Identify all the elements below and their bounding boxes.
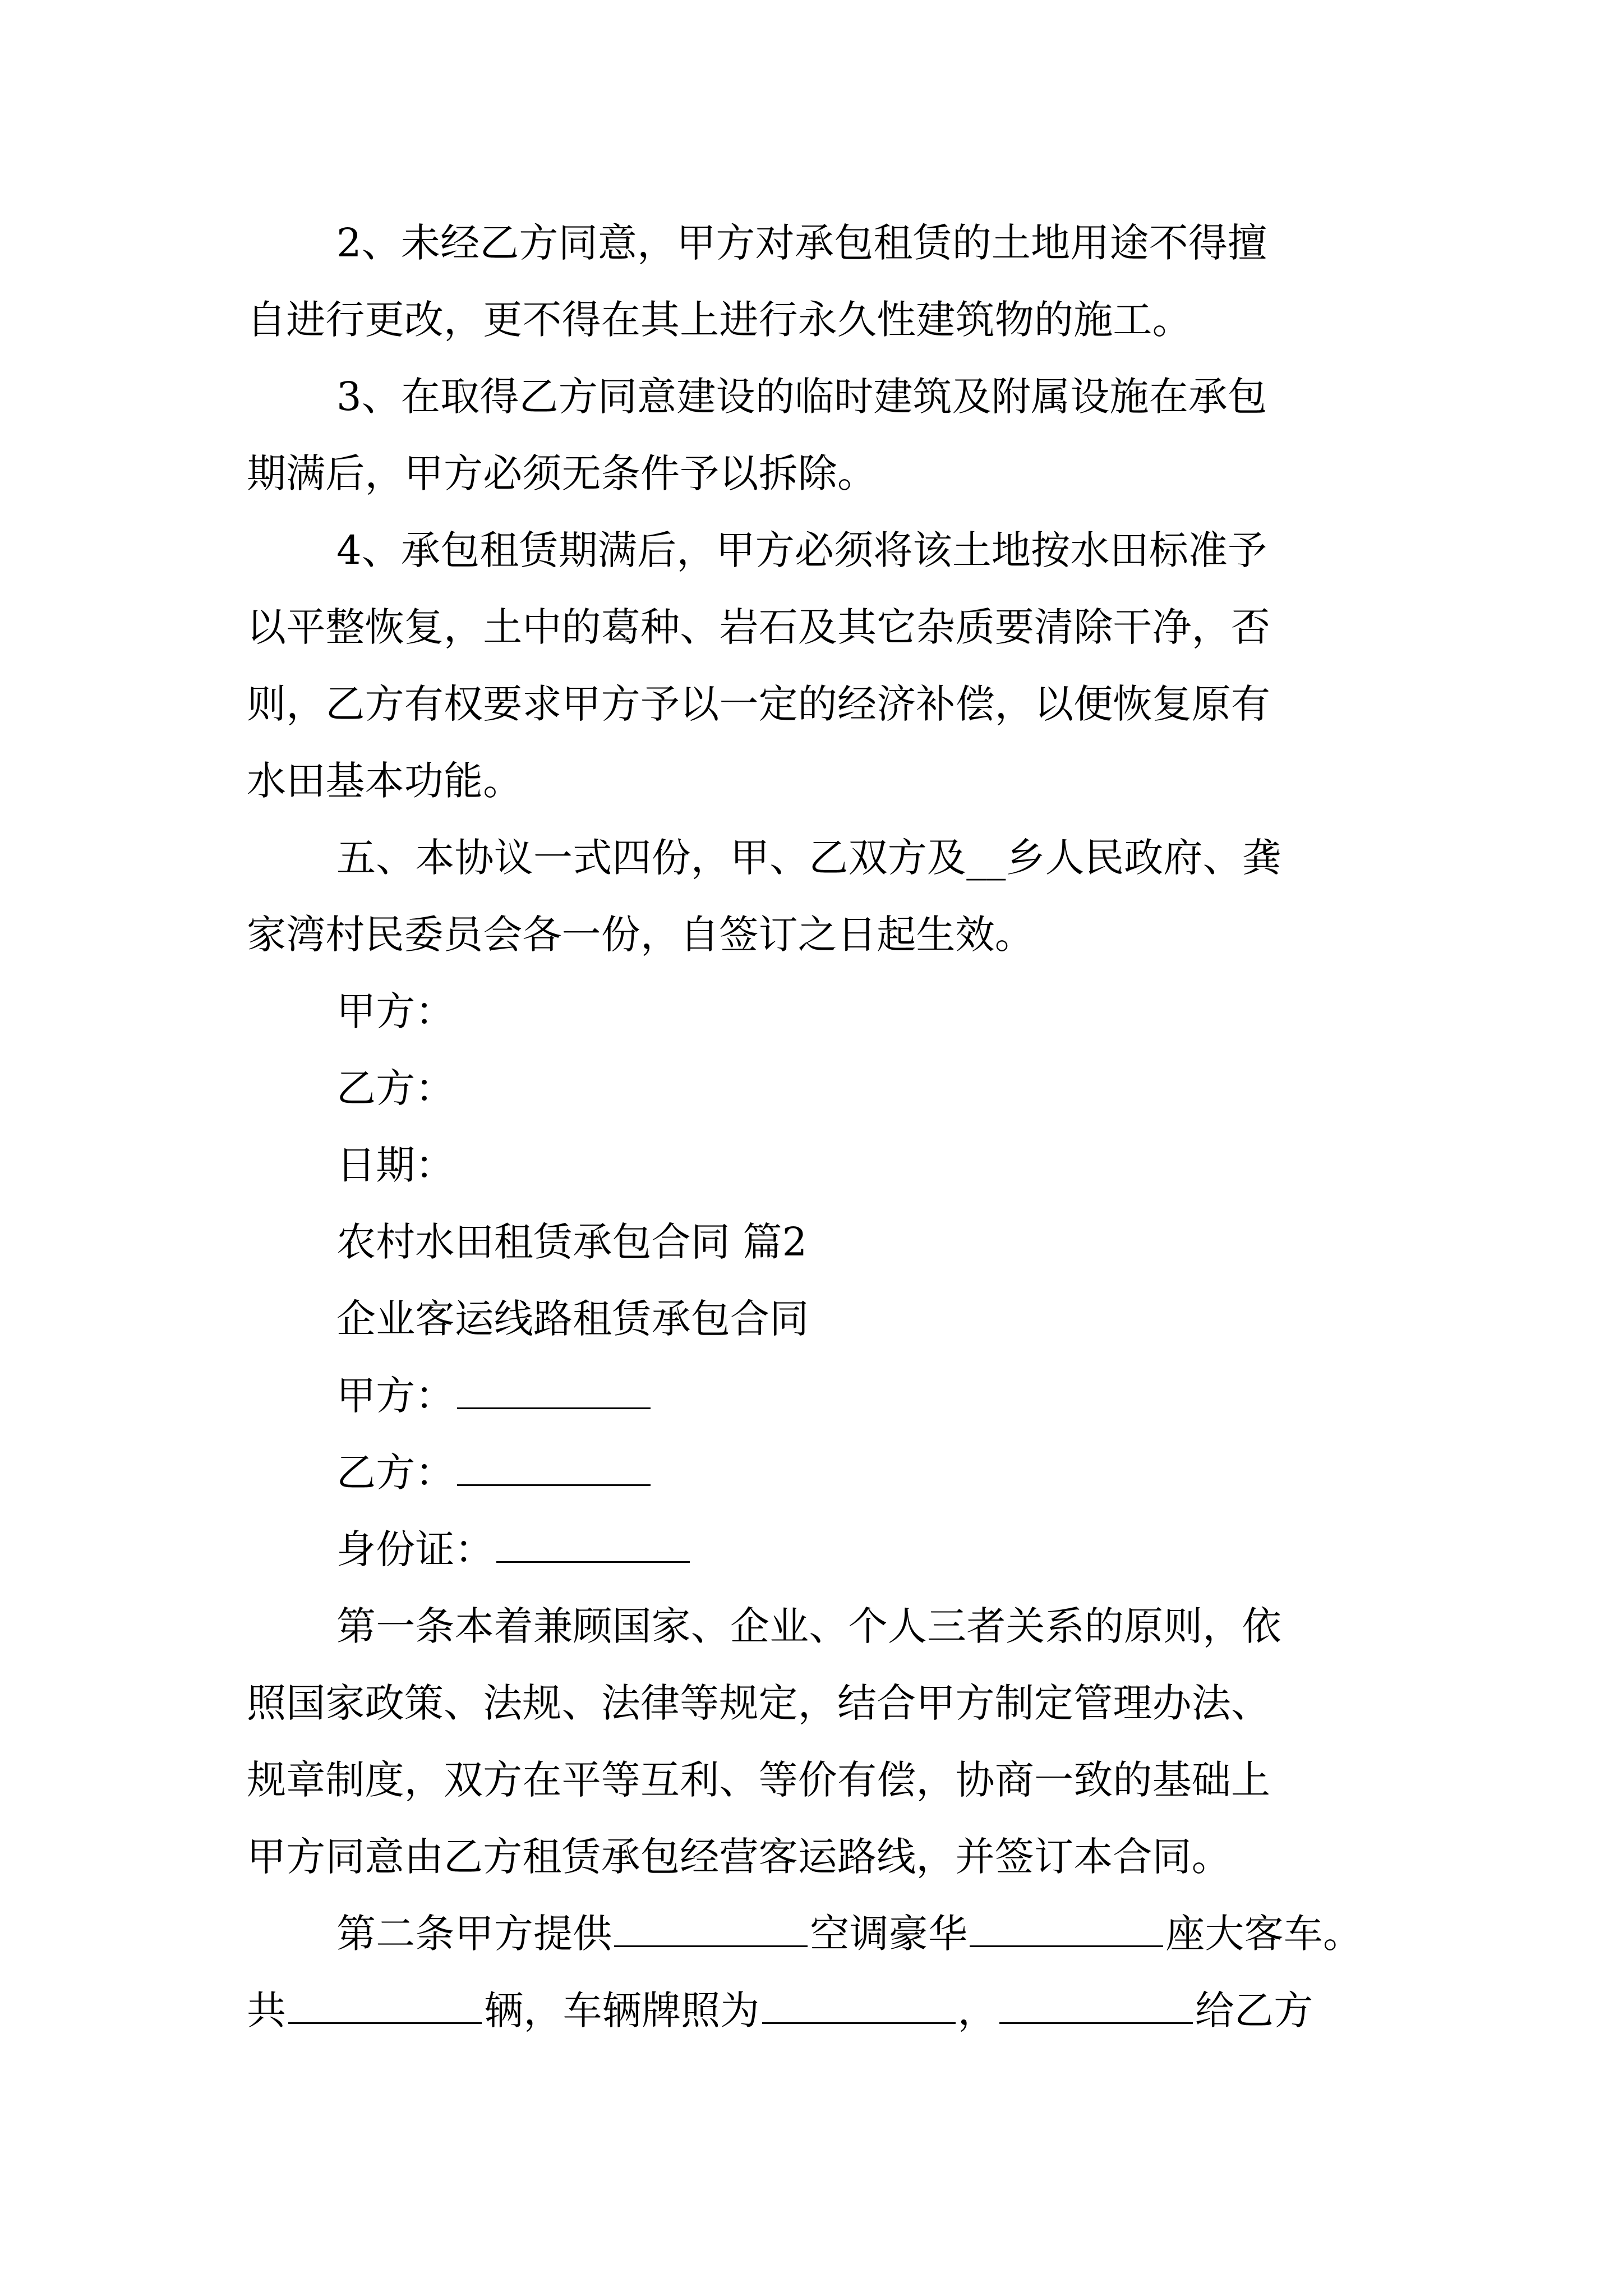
contract-title: 企业客运线路租赁承包合同 <box>336 1296 809 1342</box>
clause-3-line-1: 3、在取得乙方同意建设的临时建筑及附属设施在承包 <box>336 374 1267 420</box>
article-1-line-1: 第一条本着兼顾国家、企业、个人三者关系的原则，依 <box>336 1603 1281 1649</box>
clause-4-line-3: 则，乙方有权要求甲方予以一定的经济补偿，以便恢复原有 <box>247 681 1271 727</box>
article-2-line-2: 共 辆，车辆牌照为 ， 给乙方 <box>247 1987 1313 2033</box>
clause-4-line-1: 4、承包租赁期满后，甲方必须将该土地按水田标准予 <box>336 527 1267 573</box>
clause-2-line-2: 自进行更改，更不得在其上进行永久性建筑物的施工。 <box>247 297 1192 343</box>
clause-2-line-1: 2、未经乙方同意，甲方对承包租赁的土地用途不得擅 <box>336 220 1267 266</box>
vehicle-count-blank <box>288 1989 482 2024</box>
party-b-label: 乙方： <box>336 1065 455 1111</box>
article-1-line-2: 照国家政策、法规、法律等规定，结合甲方制定管理办法、 <box>247 1680 1271 1726</box>
clause-4-line-2: 以平整恢复，土中的葛种、岩石及其它杂质要清除干净，否 <box>247 604 1271 650</box>
article-1-line-3: 规章制度，双方在平等互利、等价有偿，协商一致的基础上 <box>247 1757 1271 1803</box>
date-label: 日期： <box>336 1142 455 1188</box>
party-b-blank <box>457 1451 651 1486</box>
vehicle-spec-blank <box>614 1912 808 1947</box>
section-5-line-2: 家湾村民委员会各一份，自签订之日起生效。 <box>247 912 1034 958</box>
clause-4-line-4: 水田基本功能。 <box>247 758 523 804</box>
party-a-blank <box>457 1374 651 1409</box>
seat-count-blank <box>970 1912 1163 1947</box>
party-a-label: 甲方： <box>336 988 455 1034</box>
id-card-field: 身份证： <box>336 1511 692 1588</box>
article-1-line-4: 甲方同意由乙方租赁承包经营客运路线，并签订本合同。 <box>247 1834 1231 1880</box>
plate-number-blank <box>762 1989 956 2024</box>
clause-3-line-2: 期满后，甲方必须无条件予以拆除。 <box>247 450 877 496</box>
article-2-line-1: 第二条甲方提供 空调豪华 座大客车。 <box>336 1911 1363 1957</box>
contract-heading: 农村水田租赁承包合同 篇2 <box>336 1219 808 1265</box>
section-5-line-1: 五、本协议一式四份，甲、乙双方及__乡人民政府、龚 <box>336 835 1281 881</box>
party-a-field: 甲方： <box>336 1358 653 1434</box>
party-b-field: 乙方： <box>336 1434 653 1511</box>
id-card-blank <box>496 1527 690 1563</box>
handover-blank <box>999 1989 1193 2024</box>
